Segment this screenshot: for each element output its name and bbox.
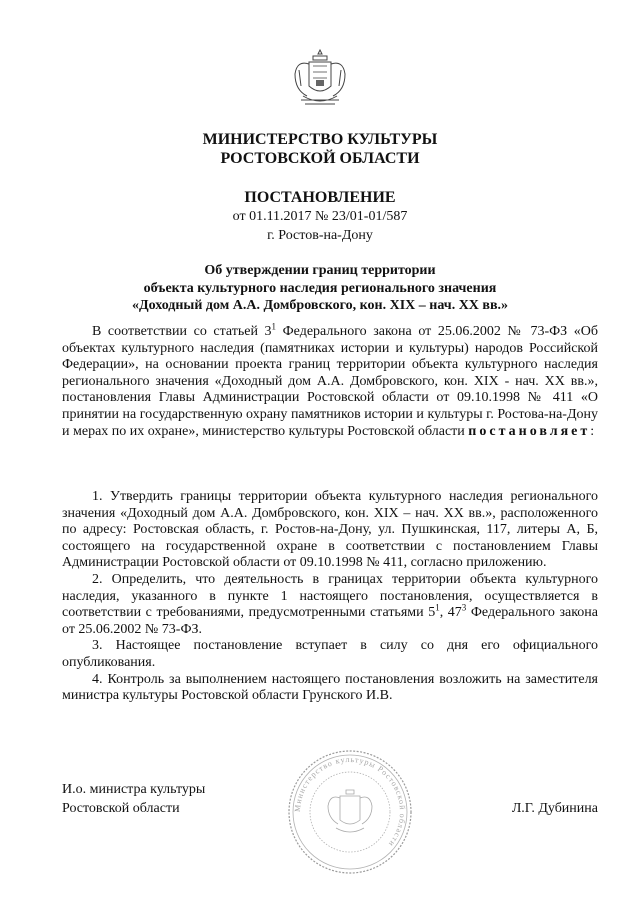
- item-2: [62, 572, 598, 638]
- item-2-sup1: 1: [435, 602, 440, 613]
- decree-subject: [0, 262, 640, 315]
- preamble-colon: :: [590, 423, 595, 439]
- preamble-sup1: 1: [271, 321, 277, 332]
- ministry-name-line1: МИНИСТЕРСТВО КУЛЬТУРЫ: [202, 131, 438, 148]
- subject-line2: объекта культурного наследия регионального значения: [143, 280, 497, 296]
- preamble-part2: Федерального закона от 25.06.2002 № 73-ФЗ «Об объектах культурного наследия (памятниках истории и культуры) народов Российской Федерации», на основании проекта границ территории объекта культурного наследия регионального значения «Доходный дом А.А. Домбровского, кон. XIX - нач. XX вв.», постановления Главы Администрации Ростовской области от 09.10.1998 № 411 «О принятии на государственную охрану памятников истории и культуры г. Ростова-на-Дону и мерах по их охране», министерство культуры Ростовской области: [62, 324, 598, 439]
- decree-items: [62, 489, 598, 705]
- preamble-paragraph: [62, 321, 598, 440]
- ministry-name-line2: РОСТОВСКОЙ ОБЛАСТИ: [220, 150, 420, 167]
- decree-title: ПОСТАНОВЛЕНИЕ: [244, 189, 396, 206]
- decree-date: от 01.11.2017 № 23/01-01/587: [232, 209, 408, 224]
- item-4: 4. Контроль за выполнением настоящего постановления возложить на заместителя министра культуры Ростовской области Грунского И.В.: [62, 671, 598, 704]
- subject-line3: «Доходный дом А.А. Домбровского, кон. XIX – нач. XX вв.»: [131, 298, 509, 313]
- item-3: 3. Настоящее постановление вступает в силу со дня его официального опубликования.: [62, 638, 598, 670]
- signatory-name: Л.Г. Дубинина: [511, 801, 598, 816]
- preamble-part1: В соответствии со статьей 3: [92, 324, 272, 339]
- decree-city: г. Ростов-на-Дону: [267, 228, 373, 243]
- signatory-position-line1: И.о. министра культуры: [62, 782, 206, 797]
- stamp-emblem-icon: [328, 790, 372, 832]
- item-2-part3: Федерального закона от 25.06.2002 № 73-ФЗ.: [62, 605, 599, 637]
- resolves-word: постановляет: [468, 423, 591, 439]
- subject-line1: Об утверждении границ территории: [204, 263, 436, 278]
- official-stamp: [286, 748, 414, 876]
- item-1: 1. Утвердить границы территории объекта культурного наследия регионального значения «Доходный дом А.А. Домбровского, кон. XIX – нач. XX вв.», расположенного по адресу: Ростовская область, г. Ростов-на-Дону, ул. Пушкинская, 117, литеры А, Б, состоящего на государственной охране в соответствии с постановлением Главы Администрации Ростовской области от 09.10.1998 № 411, согласно приложению.: [62, 489, 598, 571]
- svg-text:Министерство культуры Ростовск: [293, 755, 407, 849]
- signatory-position-line2: Ростовской области: [62, 801, 180, 816]
- coat-of-arms-icon: [291, 46, 349, 110]
- item-2-part2: , 47: [439, 605, 462, 621]
- stamp-text: Министерство культуры Ростовской области: [292, 754, 408, 849]
- item-2-part1: 2. Определить, что деятельность в границах территории объекта культурного наследия, указанного в пункте 1 настоящего постановления, осуществляется в соответствии с требованиями, предусмотренными статьями 5: [62, 571, 598, 621]
- signatory-position: [62, 780, 205, 818]
- item-2-sup2: 3: [461, 602, 467, 613]
- ministry-name: [0, 130, 640, 168]
